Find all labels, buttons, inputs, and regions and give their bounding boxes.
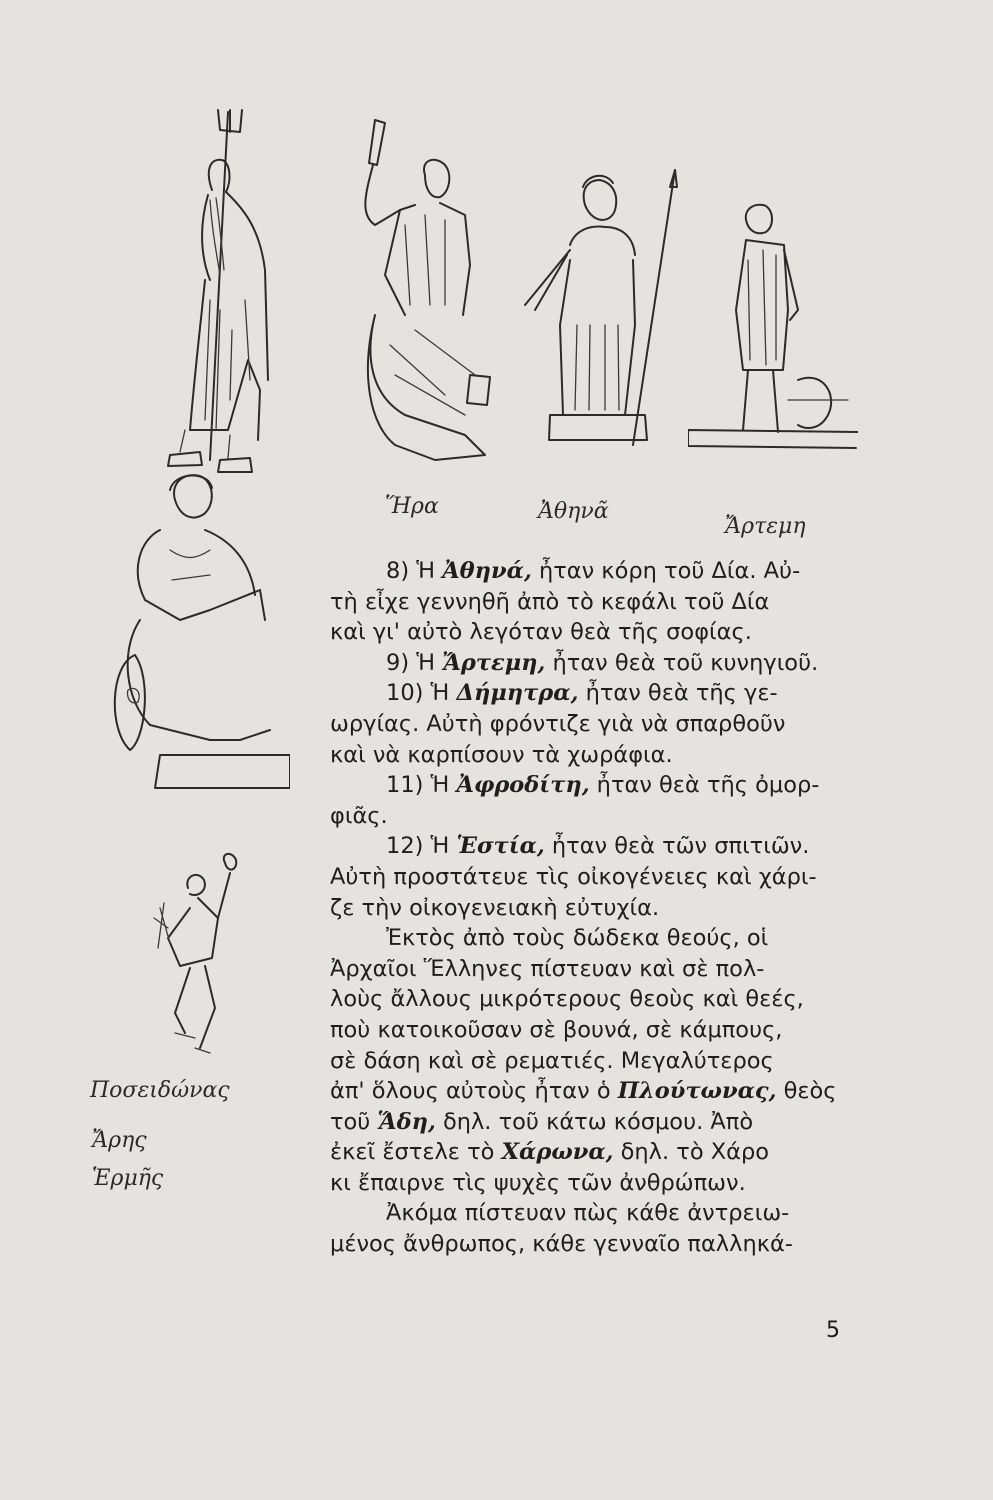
paragraph-hestia: 12) Ἡ Ἑστία, ἦταν θεὰ τῶν σπιτιῶν. Αὐτὴ προστάτευε τὶς οἰκογένειες καὶ χάρι- ζε τὴν οἰκογενειακὴ εὐτυχία. — [330, 833, 817, 921]
artemis-illustration — [688, 200, 858, 460]
hera-illustration — [345, 115, 520, 475]
page-number: 5 — [826, 1318, 840, 1343]
paragraph-aphrodite: 11) Ἡ Ἀφροδίτη, ἦταν θεὰ τῆς ὀμορ- φιᾶς. — [330, 772, 820, 829]
paragraph-athena: 8) Ἡ Ἀθηνά, ἦταν κόρη τοῦ Δία. Αὐ- τὴ εἶχε γεννηθῆ ἀπὸ τὸ κεφάλι τοῦ Δία καὶ γι' αὐτὸ λεγόταν θεὰ τῆς σοφίας. — [330, 558, 801, 646]
poseidon-caption: Ποσειδώνας — [90, 1078, 230, 1103]
hermes-caption: Ἑρμῆς — [92, 1166, 164, 1191]
athena-caption: Ἀθηνᾶ — [538, 499, 609, 524]
main-text — [330, 556, 860, 1260]
paragraph-lesser-gods: Ἐκτὸς ἀπὸ τοὺς δώδεκα θεούς, οἱ Ἀρχαῖοι Ἕλληνες πίστευαν καὶ σὲ πολ- λοὺς ἄλλους μικρότερους θεοὺς καὶ θεές, ποὺ κατοικοῦσαν σὲ βουνά, σὲ κάμπους, σὲ δάση καὶ σὲ ρεματιές. Μεγαλύτερος ἀπ' ὅλους αὐτοὺς ἦταν ὁ Πλούτωνας, θεὸς τοῦ Ἅδη, δηλ. τοῦ κάτω κόσμου. Ἀπὸ ἐκεῖ ἔστελε τὸ Χάρωνα, δηλ. τὸ Χάρο κι ἔπαιρνε τὶς ψυχὲς τῶν ἀνθρώπων. — [330, 925, 837, 1196]
ares-illustration — [100, 470, 290, 795]
hermes-illustration — [140, 848, 255, 1063]
poseidon-illustration — [150, 100, 290, 485]
paragraph-demeter: 10) Ἡ Δήμητρα, ἦταν θεὰ τῆς γε- ωργίας. Αὐτὴ φρόντιζε γιὰ νὰ σπαρθοῦν καὶ νὰ καρπίσουν τὰ χωράφια. — [330, 680, 786, 768]
paragraph-artemis: 9) Ἡ Ἄρτεμη, ἦταν θεὰ τοῦ κυνηγιοῦ. — [386, 649, 819, 676]
athena-illustration — [515, 165, 695, 460]
hera-caption: Ἥρα — [385, 494, 439, 519]
artemis-caption: Ἄρτεμη — [725, 514, 806, 539]
paragraph-heroes: Ἀκόμα πίστευαν πὼς κάθε ἀντρειω- μένος ἄνθρωπος, κάθε γενναῖο παλληκά- — [330, 1200, 793, 1258]
ares-caption: Ἄρης — [92, 1128, 147, 1153]
